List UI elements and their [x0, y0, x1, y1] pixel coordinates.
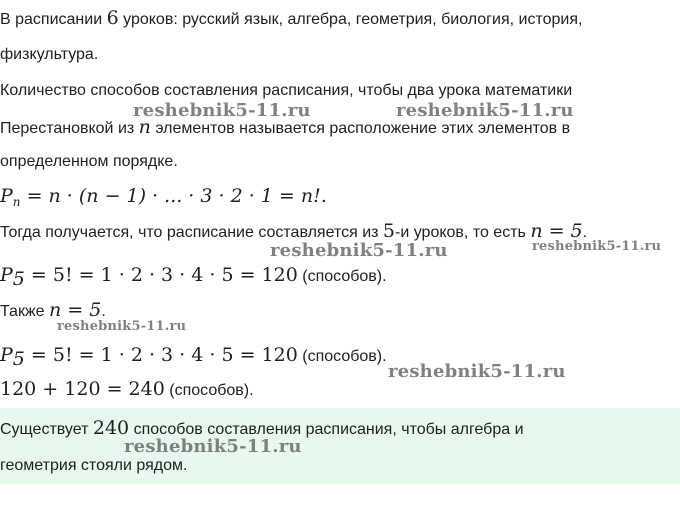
watermark-text: reshebnik5-11.ru: [133, 100, 311, 121]
math-symbol: P: [0, 344, 13, 366]
text: .: [101, 303, 106, 320]
text: -и уроков, то есть: [395, 224, 531, 241]
math-subscript: 5: [12, 348, 25, 370]
math-number: 6: [106, 7, 119, 29]
watermark-text: reshebnik5-11.ru: [396, 100, 574, 121]
watermark-text: reshebnik5-11.ru: [532, 239, 662, 254]
math-symbol: P: [0, 185, 13, 207]
math-symbol: P: [0, 264, 13, 286]
watermark-text: reshebnik5-11.ru: [388, 361, 566, 382]
formula-line-8: [0, 265, 387, 289]
watermark-text: reshebnik5-11.ru: [57, 319, 187, 334]
unit-text: (способов).: [297, 268, 387, 285]
text: Также: [0, 303, 49, 320]
math-number: 240: [92, 417, 130, 439]
math-equation: n = 5: [530, 220, 583, 242]
math-expression: = 5! = 1 · 2 · 3 · 4 · 5 = 120: [24, 264, 298, 286]
formula-permutation: [0, 186, 327, 212]
formula-line-10: [0, 345, 387, 369]
math-subscript: n: [12, 195, 21, 209]
formula-line-11: [0, 379, 254, 401]
text: .: [582, 224, 588, 241]
math-variable: n: [138, 116, 151, 138]
math-equation: n = 5: [49, 299, 102, 321]
text-line-1: [0, 8, 582, 30]
text: В расписании: [0, 11, 107, 28]
text: уроков: русский язык, алгебра, геометрия, биология, история,: [118, 11, 583, 28]
text: Тогда получается, что расписание составляется из: [0, 224, 383, 241]
math-expression: 120 + 120 = 240: [0, 378, 165, 400]
unit-text: (способов).: [164, 382, 254, 399]
text-line-2: физкультура.: [0, 46, 99, 63]
answer-box: [0, 408, 680, 484]
watermark-text: reshebnik5-11.ru: [124, 436, 302, 457]
text: Перестановкой из: [0, 120, 139, 137]
text-line-5: определенном порядке.: [0, 153, 178, 170]
math-subscript: 5: [12, 268, 25, 290]
text: Существует: [0, 421, 93, 438]
text-line-3: Количество способов составления расписания, чтобы два урока математики: [0, 82, 573, 99]
math-expression: = n · (n − 1) · ... · 3 · 2 · 1 = n!.: [20, 185, 327, 207]
unit-text: (способов).: [297, 348, 387, 365]
answer-line-2: геометрия стояли рядом.: [0, 457, 188, 474]
text: элементов называется расположение этих элементов в: [150, 120, 571, 137]
text: способов составления расписания, чтобы алгебра и: [129, 421, 524, 438]
math-number: 5: [382, 220, 396, 242]
math-expression: = 5! = 1 · 2 · 3 · 4 · 5 = 120: [24, 344, 298, 366]
watermark-text: reshebnik5-11.ru: [270, 240, 448, 261]
